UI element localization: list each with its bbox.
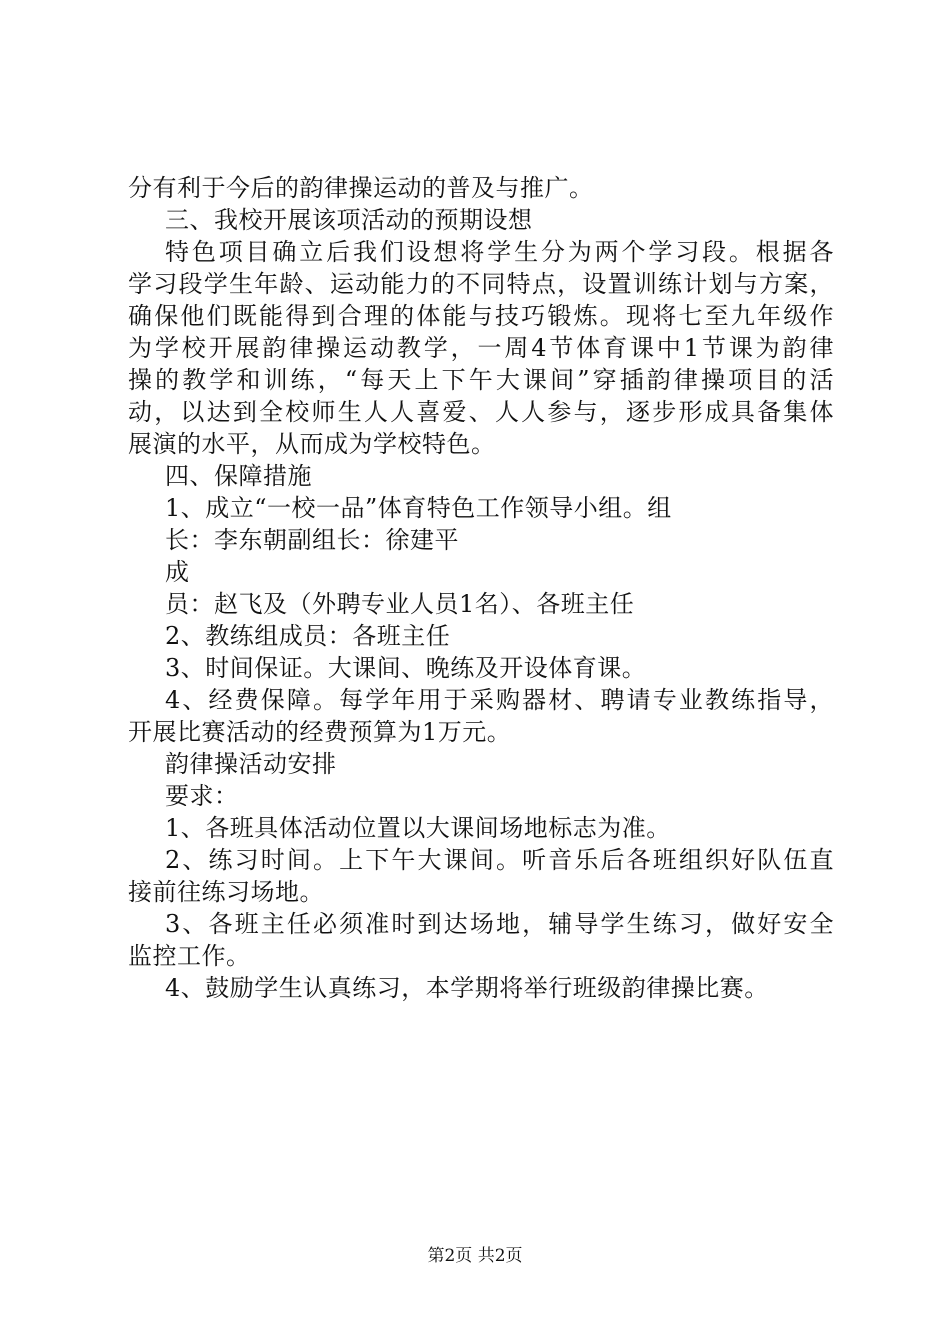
text-line: 2、练习时间。上下午大课间。听音乐后各班组织好队伍直 bbox=[165, 846, 834, 874]
text-line: 3、时间保证。大课间、晚练及开设体育课。 bbox=[165, 654, 647, 682]
text-line: 确保他们既能得到合理的体能与技巧锻炼。现将七至九年级作 bbox=[128, 302, 834, 330]
document-body bbox=[128, 172, 834, 1004]
section-heading: 四、保障措施 bbox=[165, 462, 312, 490]
text-line: 操的教学和训练，“每天上下午大课间”穿插韵律操项目的活 bbox=[128, 366, 834, 394]
text-line: 员：赵飞及（外聘专业人员1名）、各班主任 bbox=[165, 590, 635, 618]
text-line: 展演的水平，从而成为学校特色。 bbox=[128, 430, 496, 458]
text-line: 特色项目确立后我们设想将学生分为两个学习段。根据各 bbox=[165, 238, 834, 266]
text-line: 1、成立“一校一品”体育特色工作领导小组。组 bbox=[165, 494, 672, 522]
text-line: 要求： bbox=[165, 782, 239, 810]
section-heading: 韵律操活动安排 bbox=[165, 750, 337, 778]
page-number-footer: 第2页 共2页 bbox=[427, 1246, 523, 1266]
text-line: 接前往练习场地。 bbox=[128, 878, 324, 906]
text-line: 分有利于今后的韵律操运动的普及与推广。 bbox=[128, 174, 594, 202]
text-line: 4、经费保障。每学年用于采购器材、聘请专业教练指导， bbox=[165, 686, 834, 714]
text-line: 为学校开展韵律操运动教学，一周4节体育课中1节课为韵律 bbox=[128, 334, 834, 362]
section-heading: 三、我校开展该项活动的预期设想 bbox=[165, 206, 533, 234]
text-line: 长：李东朝副组长：徐建平 bbox=[165, 526, 459, 554]
text-line: 开展比赛活动的经费预算为1万元。 bbox=[128, 718, 512, 746]
text-line: 学习段学生年龄、运动能力的不同特点，设置训练计划与方案， bbox=[128, 270, 834, 298]
text-line: 3、各班主任必须准时到达场地，辅导学生练习，做好安全 bbox=[165, 910, 834, 938]
text-line: 2、教练组成员：各班主任 bbox=[165, 622, 451, 650]
text-line: 1、各班具体活动位置以大课间场地标志为准。 bbox=[165, 814, 671, 842]
text-line: 动，以达到全校师生人人喜爱、人人参与，逐步形成具备集体 bbox=[128, 398, 834, 426]
text-line: 4、鼓励学生认真练习，本学期将举行班级韵律操比赛。 bbox=[165, 974, 769, 1002]
text-line: 成 bbox=[165, 558, 190, 586]
text-line: 监控工作。 bbox=[128, 942, 251, 970]
